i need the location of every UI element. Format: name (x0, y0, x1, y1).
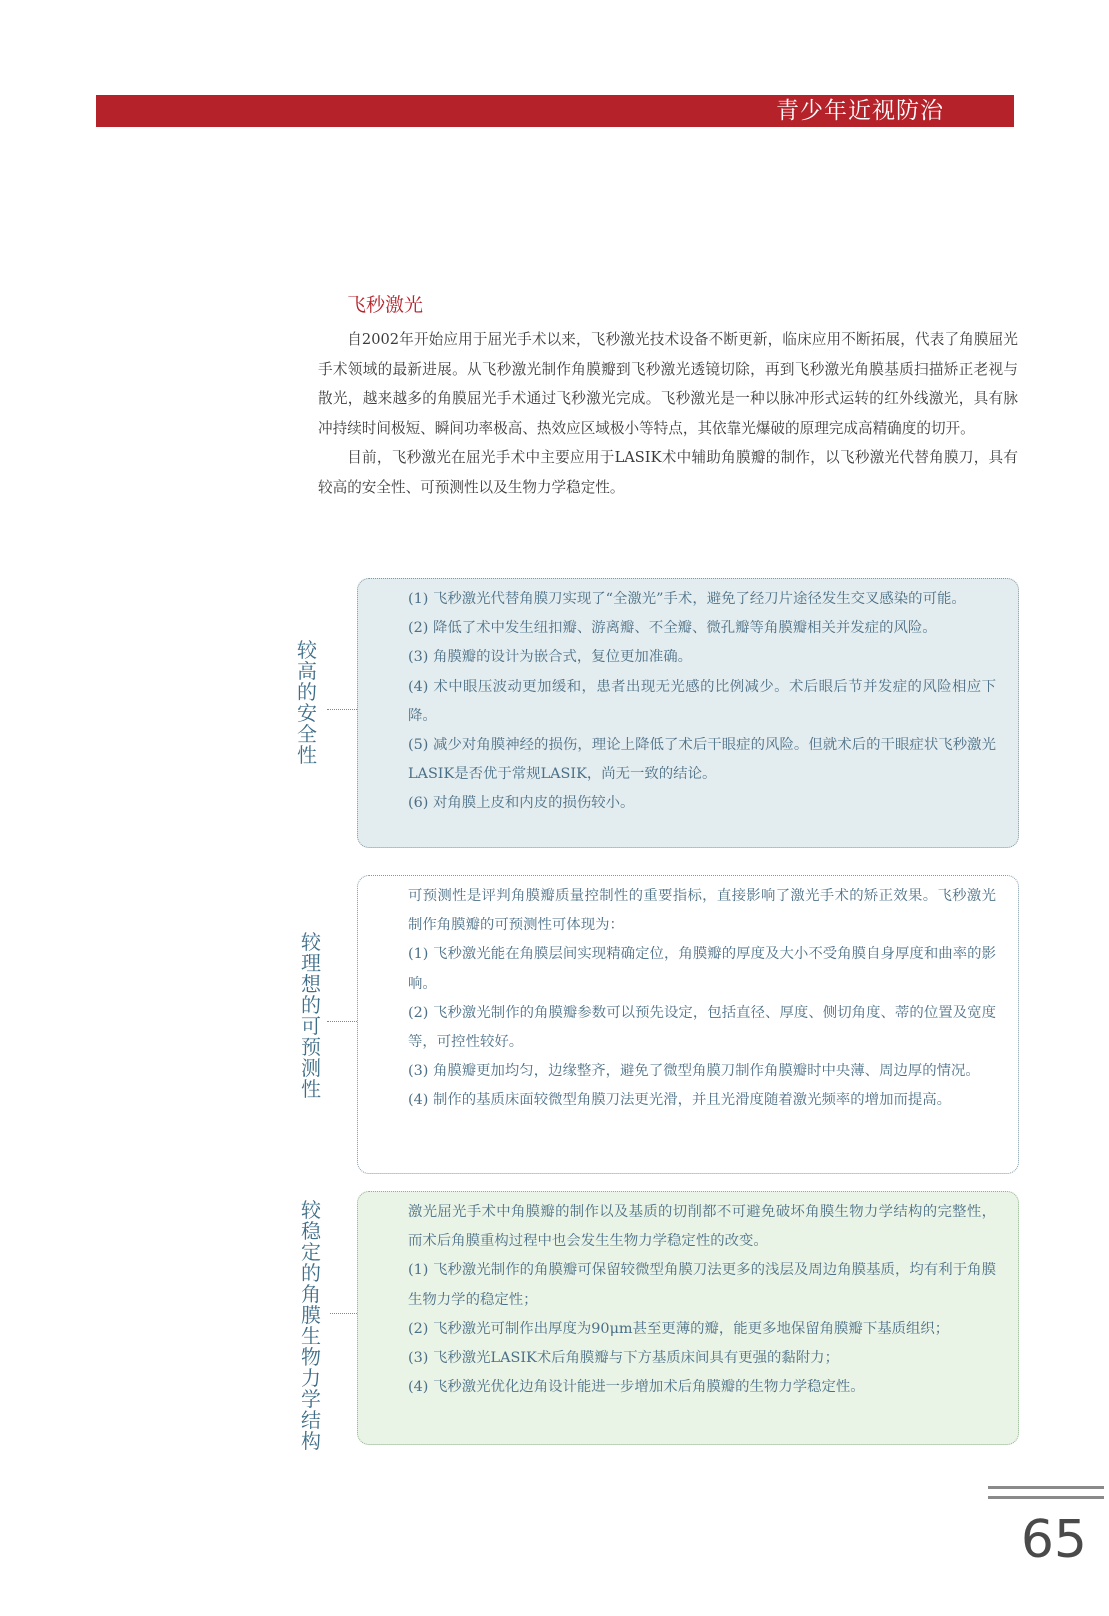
header-bar (96, 95, 1014, 127)
intro-paragraph: 自2002年开始应用于屈光手术以来，飞秒激光技术设备不断更新，临床应用不断拓展，代表了角膜屈光手术领域的最新进展。从飞秒激光制作角膜瓣到飞秒激光透镜切除，再到飞秒激光角膜基质扫描矫正老视与散光，越来越多的角膜屈光手术通过飞秒激光完成。飞秒激光是一种以脉冲形式运转的红外线激光，具有脉冲持续时间极短、瞬间功率极高、热效应区域极小等特点，其依靠光爆破的原理完成高精确度的切开。 (318, 331, 1018, 437)
page-number: 65 (1020, 1510, 1087, 1570)
list-item: (5) 减少对角膜神经的损伤，理论上降低了术后干眼症的风险。但就术后的干眼症状飞秒激光LASIK是否优于常规LASIK，尚无一致的结论。 (408, 737, 996, 783)
biomechanics-label: 较稳定的角膜生物力学结构 (301, 1198, 321, 1453)
safety-box (357, 578, 1019, 848)
header-title: 青少年近视防治 (776, 98, 944, 124)
intro-text (318, 325, 1018, 502)
list-item: (4) 飞秒激光优化边角设计能进一步增加术后角膜瓣的生物力学稳定性。 (408, 1379, 865, 1396)
list-item: (1) 飞秒激光制作的角膜瓣可保留较微型角膜刀法更多的浅层及周边角膜基质，均有利于角膜生物力学的稳定性； (408, 1262, 996, 1308)
list-item: (3) 角膜瓣的设计为嵌合式，复位更加准确。 (408, 649, 692, 666)
section-title: 飞秒激光 (347, 294, 424, 316)
safety-label: 较高的安全性 (297, 638, 317, 767)
safety-connector (327, 709, 357, 710)
list-item: (3) 角膜瓣更加均匀，边缘整齐，避免了微型角膜刀制作角膜瓣时中央薄、周边厚的情况。 (408, 1063, 980, 1080)
list-item: (4) 术中眼压波动更加缓和，患者出现无光感的比例减少。术后眼后节并发症的风险相应下降。 (408, 678, 996, 724)
list-item: (1) 飞秒激光能在角膜层间实现精确定位，角膜瓣的厚度及大小不受角膜自身厚度和曲率的影响。 (408, 946, 996, 992)
biomechanics-box (357, 1191, 1019, 1445)
footer-rule (988, 1486, 1104, 1489)
predictability-label: 较理想的可预测性 (301, 930, 321, 1101)
list-item: (2) 降低了术中发生纽扣瓣、游离瓣、不全瓣、微孔瓣等角膜瓣相关并发症的风险。 (408, 620, 937, 637)
predictability-box (357, 875, 1019, 1174)
list-item: (2) 飞秒激光可制作出厚度为90μm甚至更薄的瓣，能更多地保留角膜瓣下基质组织； (408, 1320, 950, 1337)
intro-paragraph: 目前，飞秒激光在屈光手术中主要应用于LASIK术中辅助角膜瓣的制作，以飞秒激光代替角膜刀，具有较高的安全性、可预测性以及生物力学稳定性。 (318, 449, 1018, 496)
list-item: (6) 对角膜上皮和内皮的损伤较小。 (408, 795, 635, 812)
list-item: 激光屈光手术中角膜瓣的制作以及基质的切削都不可避免破坏角膜生物力学结构的完整性，而术后角膜重构过程中也会发生生物力学稳定性的改变。 (408, 1204, 996, 1250)
list-item: (4) 制作的基质床面较微型角膜刀法更光滑，并且光滑度随着激光频率的增加而提高。 (408, 1092, 952, 1109)
predictability-connector (327, 1021, 357, 1022)
biomechanics-connector (330, 1313, 357, 1314)
list-item: (3) 飞秒激光LASIK术后角膜瓣与下方基质床间具有更强的黏附力； (408, 1350, 839, 1367)
footer-rule (988, 1496, 1104, 1499)
list-item: 可预测性是评判角膜瓣质量控制性的重要指标，直接影响了激光手术的矫正效果。飞秒激光制作角膜瓣的可预测性可体现为： (408, 888, 996, 934)
list-item: (2) 飞秒激光制作的角膜瓣参数可以预先设定，包括直径、厚度、侧切角度、蒂的位置及宽度等，可控性较好。 (408, 1004, 996, 1051)
list-item: (1) 飞秒激光代替角膜刀实现了“全激光”手术，避免了经刀片途径发生交叉感染的可能。 (408, 591, 966, 607)
